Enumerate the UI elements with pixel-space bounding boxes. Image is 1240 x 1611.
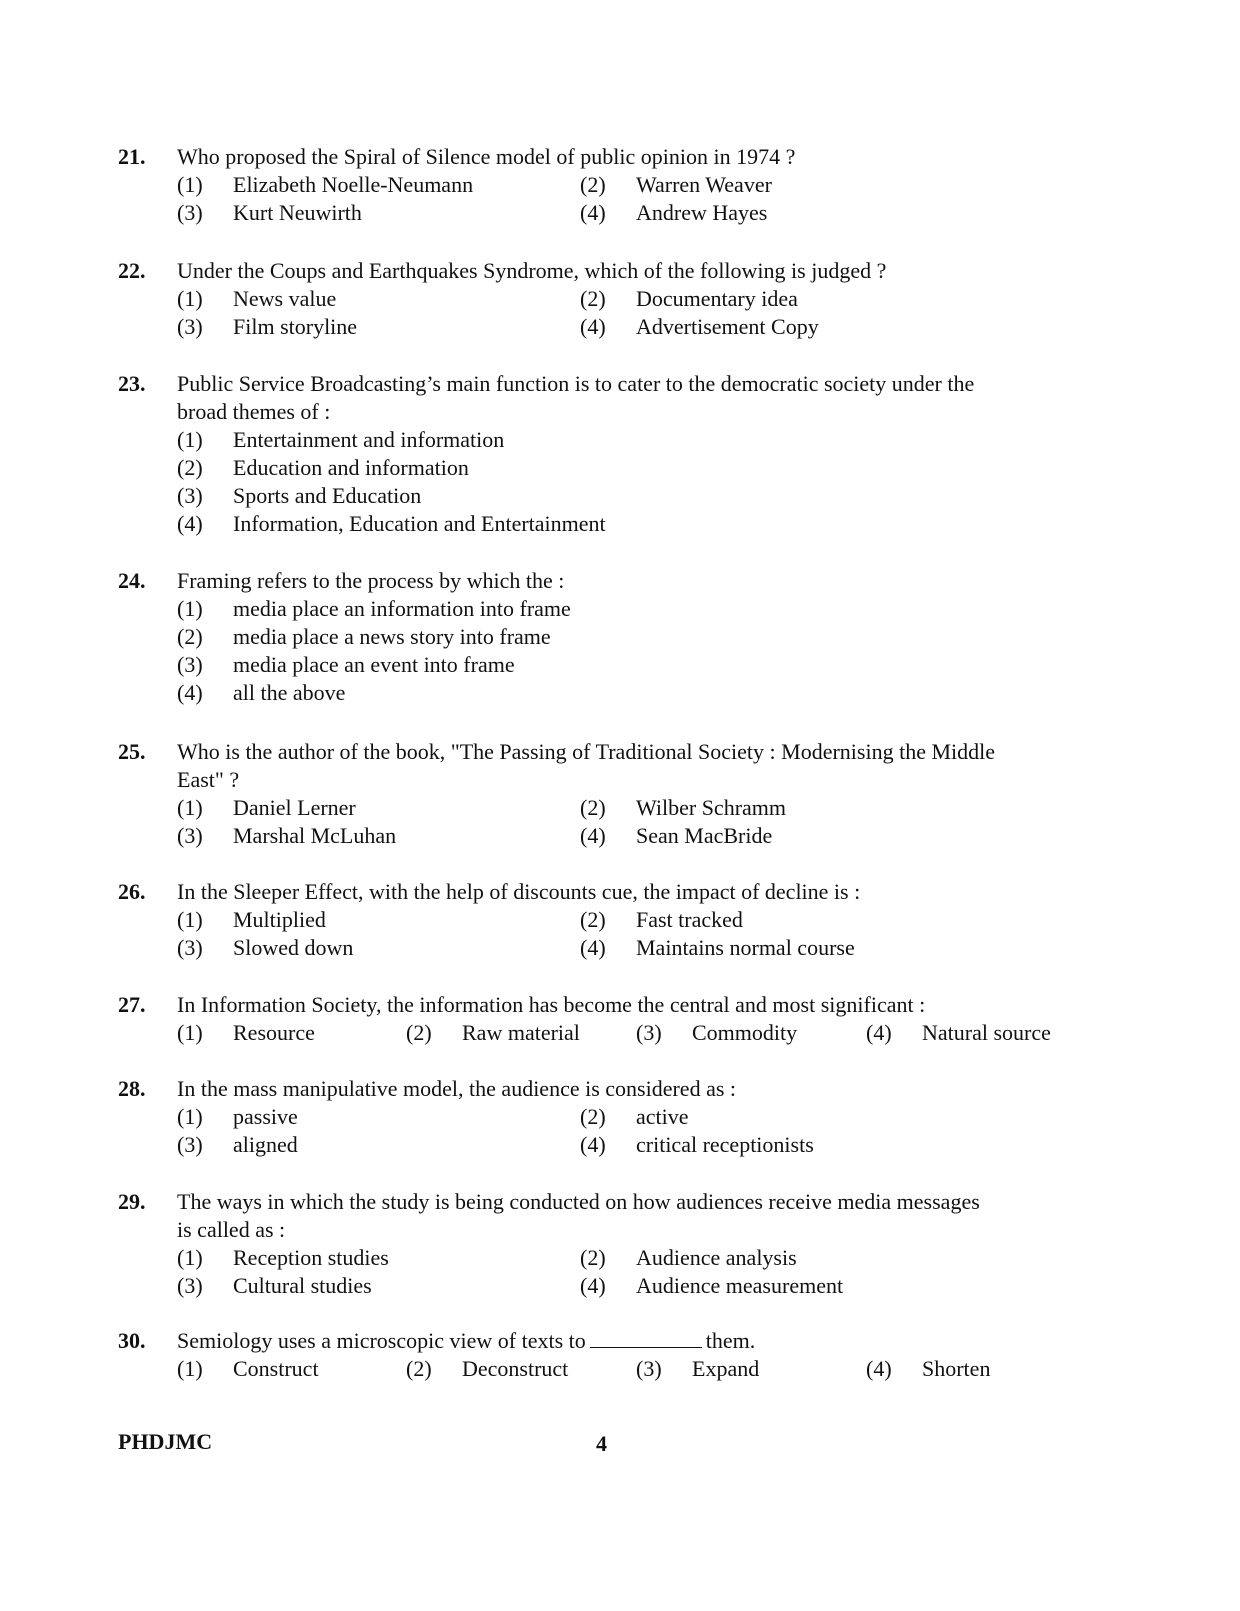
option-4: (4) Audience measurement — [580, 1273, 844, 1298]
option-3: (3) media place an event into frame — [177, 652, 515, 677]
option-3: (3) Commodity — [636, 1020, 798, 1045]
question-number: 21. — [118, 144, 146, 169]
question-21 — [118, 143, 1118, 227]
question-text-line: broad themes of : — [177, 399, 331, 424]
option-2: (2) Documentary idea — [580, 286, 798, 311]
option-1: (1) passive — [177, 1104, 298, 1129]
option-1: (1) Entertainment and information — [177, 427, 505, 452]
option-4: (4) all the above — [177, 680, 346, 705]
question-26 — [118, 878, 1118, 962]
question-number: 26. — [118, 879, 146, 904]
question-27 — [118, 991, 1118, 1047]
option-3: (3) Sports and Education — [177, 483, 422, 508]
option-2: (2) active — [580, 1104, 689, 1129]
question-text-line: is called as : — [177, 1217, 286, 1242]
option-4: (4) critical receptionists — [580, 1132, 814, 1157]
option-1: (1) News value — [177, 286, 337, 311]
question-text-line: East" ? — [177, 767, 240, 792]
question-text-line: Who is the author of the book, "The Passing of Traditional Society : Modernising the Middle — [177, 739, 996, 764]
option-2: (2) Audience analysis — [580, 1245, 797, 1270]
question-text: In the mass manipulative model, the audience is considered as : — [177, 1076, 737, 1101]
option-1: (1) Resource — [177, 1020, 315, 1045]
answer-blank — [590, 1327, 702, 1348]
option-2: (2) Raw material — [406, 1020, 580, 1045]
option-3: (3) Slowed down — [177, 935, 354, 960]
question-number: 29. — [118, 1189, 146, 1214]
question-number: 30. — [118, 1328, 146, 1353]
option-2: (2) media place a news story into frame — [177, 624, 551, 649]
option-3: (3) Expand — [636, 1356, 760, 1381]
question-text: Semiology uses a microscopic view of texts to them. — [177, 1328, 756, 1353]
option-4: (4) Natural source — [866, 1020, 1051, 1045]
option-3: (3) Marshal McLuhan — [177, 823, 397, 848]
question-text-line: The ways in which the study is being conducted on how audiences receive media messages — [177, 1189, 980, 1214]
question-text: Framing refers to the process by which the : — [177, 568, 565, 593]
question-25 — [118, 738, 1118, 850]
option-4: (4) Advertisement Copy — [580, 314, 819, 339]
question-number: 28. — [118, 1076, 146, 1101]
question-number: 23. — [118, 371, 146, 396]
option-1: (1) Elizabeth Noelle-Neumann — [177, 172, 474, 197]
option-4: (4) Information, Education and Entertainment — [177, 511, 606, 536]
option-4: (4) Maintains normal course — [580, 935, 855, 960]
option-1: (1) media place an information into frame — [177, 596, 571, 621]
option-4: (4) Shorten — [866, 1356, 991, 1381]
question-23 — [118, 370, 1118, 538]
option-2: (2) Deconstruct — [406, 1356, 569, 1381]
question-28 — [118, 1075, 1118, 1159]
question-text: In the Sleeper Effect, with the help of discounts cue, the impact of decline is : — [177, 879, 861, 904]
option-2: (2) Fast tracked — [580, 907, 743, 932]
option-1: (1) Reception studies — [177, 1245, 389, 1270]
question-text: Under the Coups and Earthquakes Syndrome, which of the following is judged ? — [177, 258, 887, 283]
option-1: (1) Daniel Lerner — [177, 795, 356, 820]
page-number: 4 — [596, 1431, 607, 1456]
option-1: (1) Multiplied — [177, 907, 326, 932]
question-number: 27. — [118, 992, 146, 1017]
question-29 — [118, 1188, 1118, 1300]
option-2: (2) Wilber Schramm — [580, 795, 787, 820]
option-2: (2) Education and information — [177, 455, 469, 480]
question-text: Who proposed the Spiral of Silence model of public opinion in 1974 ? — [177, 144, 796, 169]
option-3: (3) Kurt Neuwirth — [177, 200, 362, 225]
question-30 — [118, 1327, 1118, 1383]
option-1: (1) Construct — [177, 1356, 319, 1381]
question-number: 24. — [118, 568, 146, 593]
question-24 — [118, 567, 1118, 707]
option-4: (4) Sean MacBride — [580, 823, 773, 848]
option-4: (4) Andrew Hayes — [580, 200, 768, 225]
option-2: (2) Warren Weaver — [580, 172, 772, 197]
question-text: In Information Society, the information has become the central and most significant : — [177, 992, 926, 1017]
question-text-line: Public Service Broadcasting’s main function is to cater to the democratic society under the — [177, 371, 975, 396]
option-3: (3) aligned — [177, 1132, 298, 1157]
option-3: (3) Cultural studies — [177, 1273, 372, 1298]
question-22 — [118, 257, 1118, 341]
question-number: 25. — [118, 739, 146, 764]
question-number: 22. — [118, 258, 146, 283]
option-3: (3) Film storyline — [177, 314, 358, 339]
paper-code: PHDJMC — [118, 1429, 213, 1454]
